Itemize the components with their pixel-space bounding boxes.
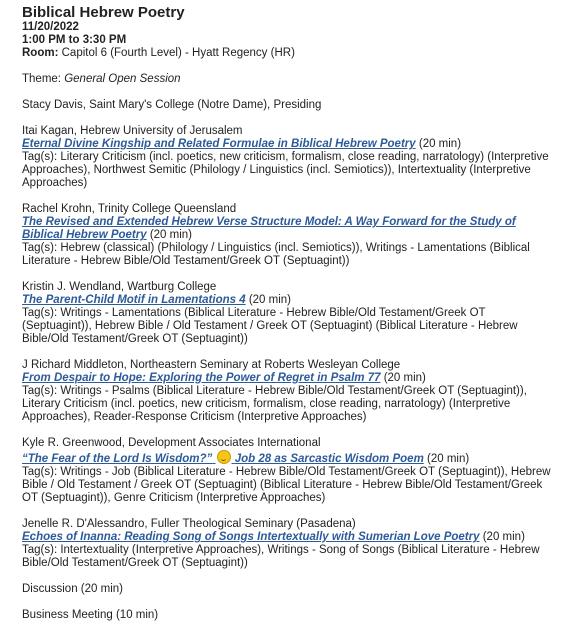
- paper-item: [22, 518, 552, 570]
- paper-duration: (20 min): [383, 372, 426, 384]
- paper-presenter: Kristin J. Wendland, Wartburg College: [22, 281, 217, 293]
- session-date: 11/20/2022: [22, 21, 79, 33]
- paper-title-link[interactable]: [22, 453, 424, 465]
- paper-title-link[interactable]: From Despair to Hope: Exploring the Power of Regret in Psalm 77: [22, 372, 381, 384]
- room-label: Room:: [22, 47, 59, 59]
- paper-presenter: Itai Kagan, Hebrew University of Jerusalem: [22, 125, 243, 137]
- paper-duration: (20 min): [248, 294, 292, 306]
- paper-duration: (20 min): [427, 453, 470, 465]
- paper-title-link[interactable]: Eternal Divine Kingship and Related Formulae in Biblical Hebrew Poetry: [22, 138, 416, 150]
- session-title: Biblical Hebrew Poetry: [22, 4, 185, 21]
- paper-tags: Tag(s): Hebrew (classical) (Philology / Linguistics (incl. Semiotics)), Writings - Lamentations (Biblical Literature - Hebrew Bible/Old Testament/Greek OT (Septuagint)): [22, 242, 530, 267]
- paper-duration: (20 min): [149, 229, 193, 241]
- session-room: [22, 47, 552, 60]
- paper-title-line: [22, 138, 552, 151]
- paper-title-line: [22, 216, 552, 242]
- paper-title-link[interactable]: Echoes of Inanna: Reading Song of Songs Intertextually with Sumerian Love Poetry: [22, 531, 480, 543]
- paper-title-line: [22, 372, 552, 385]
- business-meeting-item: Business Meeting (10 min): [22, 609, 159, 621]
- paper-item: [22, 125, 552, 190]
- paper-tags: Tag(s): Writings - Job (Biblical Literature - Hebrew Bible/Old Testament/Greek OT (Septuagint)), Hebrew Bible / Old Testament / Greek OT (Septuagint) (Biblical Literature - Hebrew Bible/Old Testament/Greek OT (Septuagint)), Genre Criticism (Interpretive Approaches): [22, 466, 551, 504]
- paper-tags: Tag(s): Writings - Lamentations (Biblical Literature - Hebrew Bible/Old Testament/Greek OT (Septuagint)), Hebrew Bible / Old Testament / Greek OT (Septuagint) (Biblical Literature - Hebrew Bible/Old Testament/Greek OT (Septuagint)): [22, 307, 518, 345]
- session-presiding: Stacy Davis, Saint Mary's College (Notre Dame), Presiding: [22, 99, 322, 111]
- paper-title-line: [22, 450, 552, 466]
- paper-tags: Tag(s): Intertextuality (Interpretive Approaches), Writings - Song of Songs (Biblical Literature - Hebrew Bible/Old Testament/Greek OT (Septuagint)): [22, 544, 540, 569]
- paper-item: [22, 281, 552, 346]
- paper-title-line: [22, 531, 552, 544]
- discussion-item: Discussion (20 min): [22, 583, 123, 595]
- theme-label: Theme:: [22, 73, 61, 85]
- paper-item: [22, 203, 552, 268]
- paper-tags: Tag(s): Writings - Psalms (Biblical Literature - Hebrew Bible/Old Testament/Greek OT (Septuagint)), Literary Criticism (incl. poetics, new criticism, formalism, close reading, narratology) (Interpretive Approaches), Reader-Response Criticism (Interpretive Approaches): [22, 385, 527, 423]
- smiley-emoji-icon: [217, 450, 231, 464]
- paper-title-link[interactable]: The Revised and Extended Hebrew Verse Structure Model: A Way Forward for the Study of Biblical Hebrew Poetry: [22, 216, 516, 241]
- paper-duration: (20 min): [482, 531, 525, 543]
- paper-duration: (20 min): [418, 138, 462, 150]
- paper-presenter: J Richard Middleton, Northeastern Seminary at Roberts Wesleyan College: [22, 359, 401, 371]
- paper-item: [22, 359, 552, 424]
- paper-title-part2: Job 28 as Sarcastic Wisdom Poem: [234, 453, 424, 465]
- theme-value: General Open Session: [64, 73, 181, 85]
- session-theme: [22, 73, 552, 86]
- paper-title-part1: “The Fear of the Lord Is Wisdom?”: [22, 453, 213, 465]
- paper-presenter: Jenelle R. D'Alessandro, Fuller Theological Seminary (Pasadena): [22, 518, 356, 530]
- paper-tags: Tag(s): Literary Criticism (incl. poetics, new criticism, formalism, close reading, narratology) (Interpretive Approaches), Northwest Semitic (Philology / Linguistics (incl. Semiotics)), Intertextuality (Interpretive Approaches): [22, 151, 549, 189]
- session-time: 1:00 PM to 3:30 PM: [22, 34, 127, 46]
- paper-item: [22, 437, 552, 505]
- paper-title-line: [22, 294, 552, 307]
- room-value: Capitol 6 (Fourth Level) - Hyatt Regency (HR): [61, 47, 295, 59]
- paper-title-link[interactable]: The Parent-Child Motif in Lamentations 4: [22, 294, 246, 306]
- paper-presenter: Rachel Krohn, Trinity College Queensland: [22, 203, 237, 215]
- paper-presenter: Kyle R. Greenwood, Development Associates International: [22, 437, 321, 449]
